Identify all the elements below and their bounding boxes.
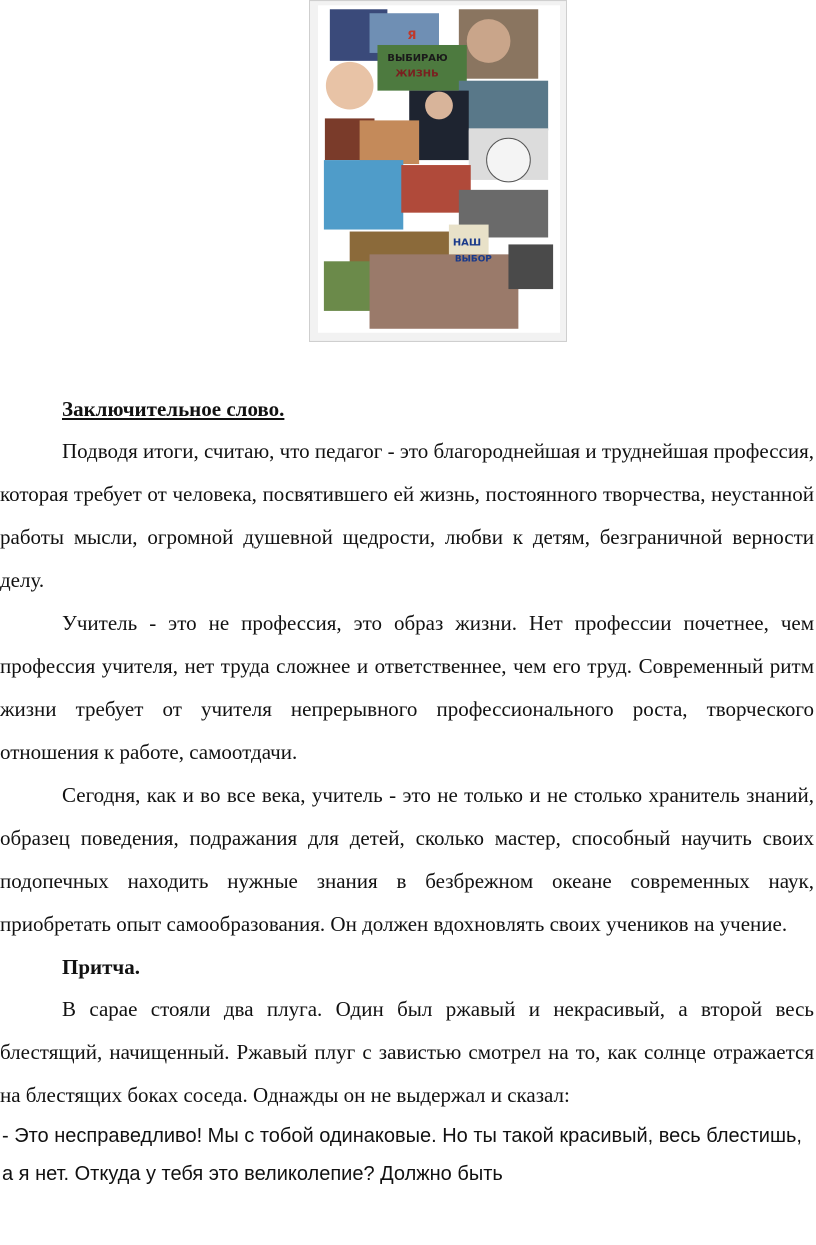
collage-image	[309, 0, 567, 342]
collage-word-4: НАШ	[452, 237, 482, 249]
section-heading-parable: Притча.	[62, 955, 141, 979]
document-body	[0, 388, 816, 1193]
collage-word-5: ВЫБОР	[454, 254, 492, 265]
paragraph-3: Сегодня, как и во все века, учитель - это не только и не столько хранитель знаний, образец поведения, подражания для детей, сколько мастер, способный научить своих подопечных находить нужные знания в безбрежном океане современных наук, приобретать опыт самообразования. Он должен вдохновлять своих учеников на учение.	[0, 783, 814, 936]
paragraph-dialogue: - Это несправедливо! Мы с тобой одинаковые. Но ты такой красивый, весь блестишь, а я нет. Откуда у тебя это великолепие? Должно быть	[2, 1125, 802, 1185]
collage-word-2: ВЫБИРАЮ	[387, 52, 448, 64]
collage-word-3: ЖИЗНЬ	[395, 68, 439, 80]
section-heading-conclusion: Заключительное слово.	[62, 397, 285, 421]
paragraph-1: Подводя итоги, считаю, что педагог - это благороднейшая и труднейшая профессия, которая требует от человека, посвятившего ей жизнь, постоянного творчества, неустанной работы мысли, огромной душевной щедрости, любви к детям, безграничной верности делу.	[0, 439, 815, 592]
collage-picture	[310, 1, 566, 341]
paragraph-2: Учитель - это не профессия, это образ жизни. Нет профессии почетнее, чем профессия учителя, нет труда сложнее и ответственнее, чем его труд. Современный ритм жизни требует от учителя непрерывного профессионального роста, творческого отношения к работе, самоотдачи.	[0, 611, 814, 764]
paragraph-parable: В сарае стояли два плуга. Один был ржавый и некрасивый, а второй весь блестящий, начищенный. Ржавый плуг с завистью смотрел на то, как солнце отражается на блестящих боках соседа. Однажды он не выдержал и сказал:	[0, 997, 814, 1107]
collage-word-1: Я	[407, 28, 417, 43]
